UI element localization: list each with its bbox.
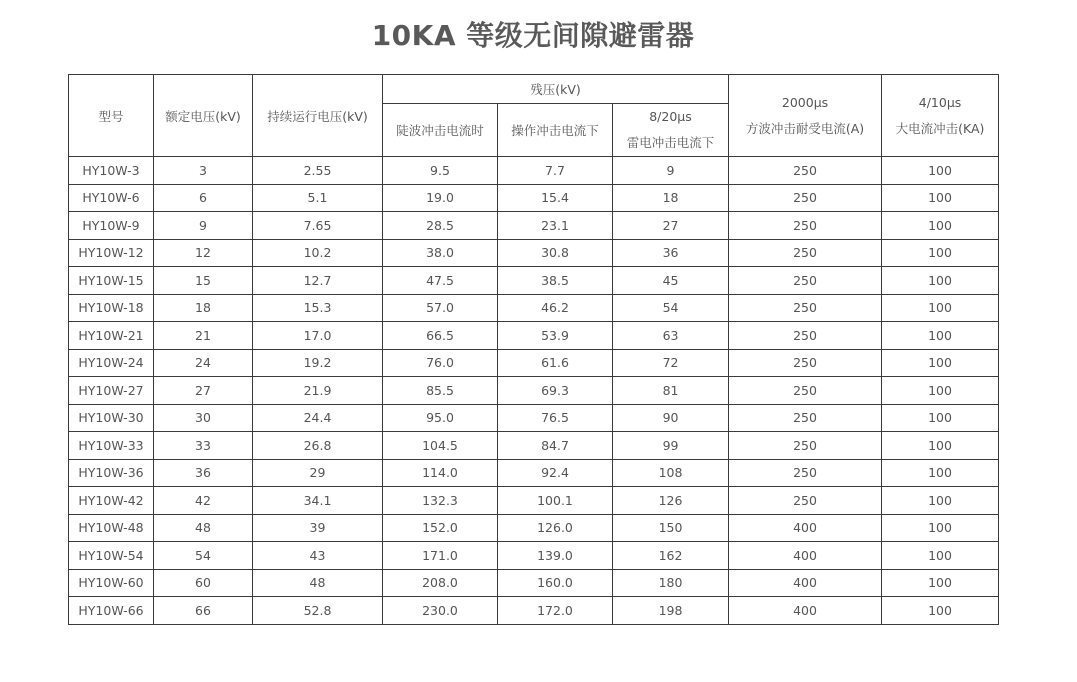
cell-mcov: 43 xyxy=(253,542,383,570)
cell-square: 250 xyxy=(729,487,882,515)
header-steep-wave: 陡波冲击电流时 xyxy=(383,104,498,157)
cell-rated: 24 xyxy=(154,349,253,377)
cell-switching: 7.7 xyxy=(498,157,613,185)
cell-square: 400 xyxy=(729,514,882,542)
table-row xyxy=(69,322,999,350)
cell-lightning: 36 xyxy=(613,239,729,267)
arrester-spec-table xyxy=(68,74,999,625)
header-high-current-line1: 4/10μs xyxy=(918,94,962,110)
table-row xyxy=(69,239,999,267)
cell-high: 100 xyxy=(882,212,999,240)
header-high-current xyxy=(882,75,999,157)
header-rated-voltage: 额定电压(kV) xyxy=(154,75,253,157)
cell-mcov: 15.3 xyxy=(253,294,383,322)
cell-model: HY10W-27 xyxy=(69,377,154,405)
cell-high: 100 xyxy=(882,542,999,570)
cell-steep: 38.0 xyxy=(383,239,498,267)
cell-high: 100 xyxy=(882,294,999,322)
cell-rated: 21 xyxy=(154,322,253,350)
cell-high: 100 xyxy=(882,267,999,295)
cell-steep: 66.5 xyxy=(383,322,498,350)
cell-switching: 76.5 xyxy=(498,404,613,432)
cell-lightning: 18 xyxy=(613,184,729,212)
cell-square: 250 xyxy=(729,459,882,487)
cell-rated: 27 xyxy=(154,377,253,405)
cell-mcov: 34.1 xyxy=(253,487,383,515)
cell-steep: 85.5 xyxy=(383,377,498,405)
cell-high: 100 xyxy=(882,377,999,405)
cell-lightning: 162 xyxy=(613,542,729,570)
cell-high: 100 xyxy=(882,459,999,487)
header-residual-voltage-group: 残压(kV) xyxy=(383,75,729,104)
cell-mcov: 26.8 xyxy=(253,432,383,460)
cell-mcov: 48 xyxy=(253,569,383,597)
table-row xyxy=(69,459,999,487)
header-model: 型号 xyxy=(69,75,154,157)
table-row xyxy=(69,157,999,185)
cell-model: HY10W-54 xyxy=(69,542,154,570)
cell-model: HY10W-66 xyxy=(69,597,154,625)
table-row xyxy=(69,184,999,212)
cell-high: 100 xyxy=(882,487,999,515)
cell-switching: 46.2 xyxy=(498,294,613,322)
cell-high: 100 xyxy=(882,184,999,212)
cell-rated: 6 xyxy=(154,184,253,212)
cell-square: 250 xyxy=(729,322,882,350)
cell-steep: 9.5 xyxy=(383,157,498,185)
cell-switching: 172.0 xyxy=(498,597,613,625)
cell-high: 100 xyxy=(882,157,999,185)
table-header xyxy=(69,75,999,157)
cell-rated: 3 xyxy=(154,157,253,185)
header-switching-impulse: 操作冲击电流下 xyxy=(498,104,613,157)
cell-lightning: 54 xyxy=(613,294,729,322)
cell-square: 250 xyxy=(729,432,882,460)
cell-model: HY10W-42 xyxy=(69,487,154,515)
table-row xyxy=(69,514,999,542)
table-row xyxy=(69,404,999,432)
cell-rated: 66 xyxy=(154,597,253,625)
cell-model: HY10W-6 xyxy=(69,184,154,212)
cell-rated: 54 xyxy=(154,542,253,570)
cell-model: HY10W-36 xyxy=(69,459,154,487)
cell-mcov: 24.4 xyxy=(253,404,383,432)
cell-high: 100 xyxy=(882,514,999,542)
cell-switching: 126.0 xyxy=(498,514,613,542)
cell-lightning: 81 xyxy=(613,377,729,405)
cell-lightning: 45 xyxy=(613,267,729,295)
cell-rated: 42 xyxy=(154,487,253,515)
header-mcov: 持续运行电压(kV) xyxy=(253,75,383,157)
header-square-wave xyxy=(729,75,882,157)
cell-lightning: 9 xyxy=(613,157,729,185)
cell-high: 100 xyxy=(882,597,999,625)
cell-steep: 208.0 xyxy=(383,569,498,597)
cell-model: HY10W-15 xyxy=(69,267,154,295)
cell-steep: 132.3 xyxy=(383,487,498,515)
cell-model: HY10W-33 xyxy=(69,432,154,460)
cell-model: HY10W-60 xyxy=(69,569,154,597)
cell-square: 250 xyxy=(729,267,882,295)
cell-mcov: 19.2 xyxy=(253,349,383,377)
cell-switching: 92.4 xyxy=(498,459,613,487)
cell-model: HY10W-12 xyxy=(69,239,154,267)
cell-steep: 19.0 xyxy=(383,184,498,212)
cell-switching: 15.4 xyxy=(498,184,613,212)
cell-rated: 36 xyxy=(154,459,253,487)
cell-switching: 30.8 xyxy=(498,239,613,267)
cell-mcov: 21.9 xyxy=(253,377,383,405)
cell-square: 250 xyxy=(729,377,882,405)
cell-lightning: 99 xyxy=(613,432,729,460)
cell-switching: 23.1 xyxy=(498,212,613,240)
cell-mcov: 12.7 xyxy=(253,267,383,295)
cell-switching: 69.3 xyxy=(498,377,613,405)
cell-mcov: 10.2 xyxy=(253,239,383,267)
cell-mcov: 29 xyxy=(253,459,383,487)
cell-high: 100 xyxy=(882,432,999,460)
cell-mcov: 2.55 xyxy=(253,157,383,185)
cell-rated: 48 xyxy=(154,514,253,542)
table-row xyxy=(69,294,999,322)
cell-high: 100 xyxy=(882,569,999,597)
table-row xyxy=(69,542,999,570)
cell-square: 250 xyxy=(729,184,882,212)
cell-steep: 95.0 xyxy=(383,404,498,432)
cell-mcov: 5.1 xyxy=(253,184,383,212)
cell-steep: 104.5 xyxy=(383,432,498,460)
cell-mcov: 52.8 xyxy=(253,597,383,625)
cell-rated: 30 xyxy=(154,404,253,432)
cell-lightning: 198 xyxy=(613,597,729,625)
cell-lightning: 72 xyxy=(613,349,729,377)
table-row xyxy=(69,569,999,597)
cell-switching: 160.0 xyxy=(498,569,613,597)
cell-model: HY10W-48 xyxy=(69,514,154,542)
cell-square: 250 xyxy=(729,294,882,322)
cell-steep: 230.0 xyxy=(383,597,498,625)
cell-square: 250 xyxy=(729,157,882,185)
header-lightning-line1: 8/20μs xyxy=(649,109,692,124)
cell-lightning: 90 xyxy=(613,404,729,432)
cell-steep: 114.0 xyxy=(383,459,498,487)
cell-model: HY10W-18 xyxy=(69,294,154,322)
cell-lightning: 63 xyxy=(613,322,729,350)
cell-steep: 171.0 xyxy=(383,542,498,570)
cell-square: 250 xyxy=(729,239,882,267)
table-row xyxy=(69,377,999,405)
table-row xyxy=(69,349,999,377)
cell-square: 250 xyxy=(729,212,882,240)
cell-rated: 12 xyxy=(154,239,253,267)
table-row xyxy=(69,267,999,295)
cell-square: 400 xyxy=(729,569,882,597)
cell-model: HY10W-3 xyxy=(69,157,154,185)
cell-switching: 139.0 xyxy=(498,542,613,570)
table-row xyxy=(69,487,999,515)
cell-steep: 57.0 xyxy=(383,294,498,322)
cell-square: 400 xyxy=(729,597,882,625)
cell-model: HY10W-24 xyxy=(69,349,154,377)
cell-rated: 60 xyxy=(154,569,253,597)
cell-switching: 61.6 xyxy=(498,349,613,377)
cell-model: HY10W-21 xyxy=(69,322,154,350)
header-high-current-line2: 大电流冲击(KA) xyxy=(895,120,985,136)
cell-rated: 18 xyxy=(154,294,253,322)
cell-switching: 100.1 xyxy=(498,487,613,515)
cell-square: 250 xyxy=(729,349,882,377)
cell-rated: 33 xyxy=(154,432,253,460)
cell-steep: 28.5 xyxy=(383,212,498,240)
page-title: 10KA 等级无间隙避雷器 xyxy=(371,19,695,52)
cell-high: 100 xyxy=(882,349,999,377)
header-lightning-line2: 雷电冲击电流下 xyxy=(626,135,715,150)
cell-rated: 15 xyxy=(154,267,253,295)
cell-lightning: 126 xyxy=(613,487,729,515)
table-row xyxy=(69,212,999,240)
cell-square: 250 xyxy=(729,404,882,432)
table-row xyxy=(69,432,999,460)
cell-steep: 152.0 xyxy=(383,514,498,542)
cell-mcov: 17.0 xyxy=(253,322,383,350)
cell-model: HY10W-30 xyxy=(69,404,154,432)
cell-rated: 9 xyxy=(154,212,253,240)
cell-mcov: 7.65 xyxy=(253,212,383,240)
cell-steep: 76.0 xyxy=(383,349,498,377)
cell-lightning: 150 xyxy=(613,514,729,542)
cell-switching: 53.9 xyxy=(498,322,613,350)
header-square-wave-line1: 2000μs xyxy=(781,94,829,110)
cell-square: 400 xyxy=(729,542,882,570)
cell-high: 100 xyxy=(882,239,999,267)
cell-lightning: 108 xyxy=(613,459,729,487)
table-row xyxy=(69,597,999,625)
header-lightning-impulse xyxy=(613,104,729,157)
cell-switching: 38.5 xyxy=(498,267,613,295)
cell-high: 100 xyxy=(882,404,999,432)
cell-model: HY10W-9 xyxy=(69,212,154,240)
cell-mcov: 39 xyxy=(253,514,383,542)
cell-high: 100 xyxy=(882,322,999,350)
table-body xyxy=(69,157,999,625)
cell-lightning: 180 xyxy=(613,569,729,597)
cell-steep: 47.5 xyxy=(383,267,498,295)
cell-lightning: 27 xyxy=(613,212,729,240)
cell-switching: 84.7 xyxy=(498,432,613,460)
header-square-wave-line2: 方波冲击耐受电流(A) xyxy=(745,120,865,136)
